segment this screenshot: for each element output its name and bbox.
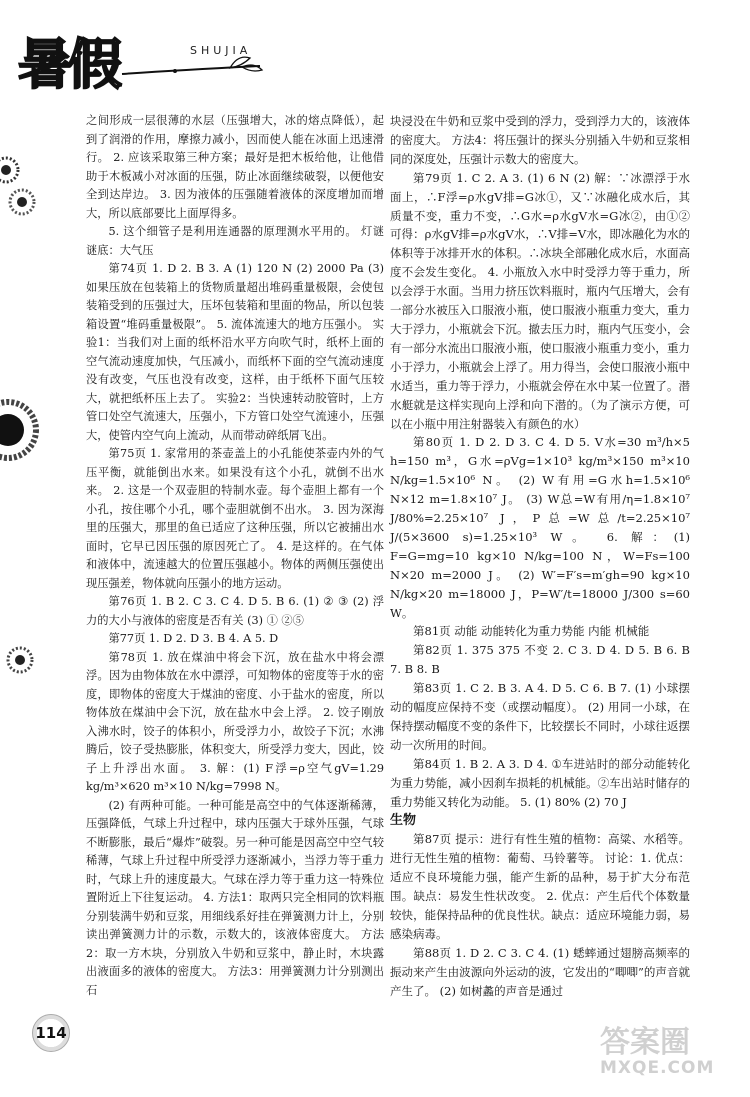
watermark-text: 答案圈 <box>600 1025 690 1060</box>
answer-paragraph: 第79页 1. C 2. A 3. (1) 6 N (2) 解：∵冰漂浮于水面上，∴F浮=ρ水gV排=G冰①，又∵冰融化成水后，其质量不变，重力不变，∴G水=ρ水gV水=G冰②，由①②可得：ρ水gV排=ρ水gV水，∴V排=V水，即冰融化为水的体积等于冰排开水的体积。∴冰块全部融化成水后，水面高度不会发生变化。 4. 小瓶放入水中时受浮力等于重力，所以会浮于水面。当用力挤压饮料瓶时，瓶内气压增大，会有一部分水被压入口服液小瓶，使口服液小瓶重力变大，重力大于浮力，小瓶就会下沉。撤去压力时，瓶内气压变小，会有一部分水流出口服液小瓶，使口服液小瓶重力变小，重力小于浮力，小瓶就会上浮了。用力得当，会使口服液小瓶中水适当，重力等于浮力，小瓶就会停在水中某一位置了。潜水艇就是这样实现向上浮和向下潜的。（为了演示方便，可以在小瓶中用注射器装入有颜色的水） <box>390 170 690 431</box>
right-column <box>390 112 690 1001</box>
answer-paragraph: 第82页 1. 375 375 不变 2. C 3. D 4. D 5. B 6. B 7. B 8. B <box>390 643 690 677</box>
answer-paragraph: 5. 这个细管子是利用连通器的原理测水平用的。 灯谜谜底：大气压 <box>86 225 384 257</box>
answer-paragraph: 第78页 1. 放在煤油中将会下沉，放在盐水中将会漂浮。因为由物体放在水中漂浮，可知物体的密度等于水的密度，即物体的密度大于煤油的密度、小于盐水的密度，所以物体放在煤油中会下沉，放在盐水中会上浮。 2. 饺子刚放入沸水时，饺子的体积小，所受浮力小，故饺子下沉；水沸腾后，饺子受热膨胀，体积变大，所受浮力变大，因此，饺子上升浮出水面。 3. 解：(1) F浮=ρ空气gV=1.29 kg/m³×620 m³×10 N/kg=7998 N。 <box>86 650 384 793</box>
watermark-url: MXQE.COM <box>600 1058 715 1078</box>
answer-paragraph: 之间形成一层很薄的水层（压强增大，冰的熔点降低），起到了润滑的作用，摩擦力减小，因而使人能在冰面上迅速滑行。 2. 应该采取第三种方案；最好是把木板给他，让他借助于木板减小对冰面的压强，防止冰面继续破裂，以便他安全到达岸边。 3. 因为液体的压强随着液体的深度增加而增大，所以底部要比上面厚得多。 <box>86 114 384 220</box>
ring-decoration-icon <box>0 385 40 475</box>
left-column <box>86 112 384 1000</box>
answer-paragraph: 第83页 1. C 2. B 3. A 4. D 5. C 6. B 7. (1) 小球摆动的幅度应保持不变（或摆动幅度）。 (2) 用同一小球，在保持摆动幅度不变的条件下，比较摆长不同时，小球往返摆动一次所用的时间。 <box>390 681 690 752</box>
answer-paragraph: 第84页 1. B 2. A 3. D 4. ①车进站时的部分动能转化为重力势能，减小因刹车损耗的机械能。②车出站时储存的重力势能又转化为动能。 5. (1) 80% (2) 70 J <box>390 756 690 809</box>
answer-paragraph: 第76页 1. B 2. C 3. C 4. D 5. B 6. (1) ② ③ (2) 浮力的大小与液体的密度是否有关 (3) ① ②⑤ <box>86 595 384 627</box>
answer-paragraph: 块浸没在牛奶和豆浆中受到的浮力，受到浮力大的，该液体的密度大。 方法4：将压强计的探头分别插入牛奶和豆浆相同的深度处，压强计示数大的密度大。 <box>390 114 690 166</box>
section-heading: 生物 <box>390 812 417 828</box>
page-number: 114 <box>32 1014 70 1052</box>
answer-paragraph: 第81页 动能 动能转化为重力势能 内能 机械能 <box>413 624 650 639</box>
answer-paragraph: 第74页 1. D 2. B 3. A (1) 120 N (2) 2000 Pa (3) 如果压放在包装箱上的货物质量超出堆码重量极限，会使包装箱受到的压强过大，压坏包装箱和里面的物品，所以包装箱设置“堆码重量极限”。 5. 流体流速大的地方压强小。 实验1：当我们对上面的纸杯沿水平方向吹气时，纸杯上面的空气流动速度加快，气压减小，而纸杯下面的空气流动速度没有改变，气压也没有改变，这样，由于纸杯下面气压较大，就把纸杯压上去了。 实验2：当快速转动胶管时，上方管口处空气流速大，压强小，下方管口处空气流速小，压强大，使管内空气向上流动，从而带动碎纸屑飞出。 <box>86 262 384 442</box>
watermark <box>600 1025 715 1078</box>
answer-paragraph: 第88页 1. D 2. C 3. C 4. (1) 蟋蟀通过翅膀高频率的振动来产生由波源向外运动的波，它发出的“唧唧”的声音就产生了。 (2) 如树蠡的声音是通过 <box>390 945 690 998</box>
header-logo: 暑假 <box>18 33 118 96</box>
answer-paragraph: 第75页 1. 家常用的茶壶盖上的小孔能使茶壶内外的气压平衡，就能倒出水来。如果没有这个小孔，就倒不出水来。 2. 这是一个双壶胆的特制水壶。每个壶胆上都有一个小孔，按住哪个小孔，哪个壶胆就倒不出水。 3. 因为深海里的压强大，那里的鱼已适应了这种压强，所以它被捕出水面时，它早已因压强的原因死亡了。 4. 是这样的。在气体和液体中，流速越大的位置压强越小。物体的两侧压强使出现压强差，物体就向压强小的地方运动。 <box>86 447 384 590</box>
dot-decoration-icon <box>0 182 40 222</box>
answer-paragraph: (2) 有两种可能。一种可能是高空中的气体逐渐稀薄，压强降低，气球上升过程中，球内压强大于球外压强，气球不断膨胀，最后“爆炸”破裂。另一种可能是因高空中空气较稀薄，气球上升过程中所受浮力逐渐减小，当浮力等于重力时，气球上升的速度最大。气球在浮力等于重力这一特殊位置附近上下往复运动。 4. 方法1：取两只完全相同的饮料瓶分别装满牛奶和豆浆，用细线系好挂在弹簧测力计上，分别读出弹簧测力计的示数，示数大的，该液体密度大。 方法2：取一方木块，分别放入牛奶和豆浆中，静止时，木块露出液面多的液体的密度大。 方法3：用弹簧测力计分别测出石 <box>86 798 384 997</box>
answer-paragraph: 第87页 提示：进行有性生殖的植物：高粱、水稻等。 进行无性生殖的植物：葡萄、马铃薯等。 讨论：1. 优点：适应不良环境能力强，能产生新的品种，易于扩大分布范围。缺点：易发生性状改变。 2. 优点：产生后代个体数量较快，能保持品种的优良性状。缺点：适应环境能力弱，易感染病毒。 <box>390 832 690 941</box>
dot-decoration-icon <box>0 640 40 680</box>
answer-paragraph: 第80页 1. D 2. D 3. C 4. D 5. V水=30 m³/h×5 h=150 m³，G水=ρVg=1×10³ kg/m³×150 m³×10 N/kg=1.5×10⁶ N。 (2) W有用=G水h=1.5×10⁶ N×12 m=1.8×10⁷ J。 (3) W总=W有用/η=1.8×10⁷ J/80%=2.25×10⁷ J，P总=W总/t=2.25×10⁷ J/(5×3600 s)=1.25×10³ W。 6. 解：(1) F=G=mg=10 kg×10 N/kg=100 N，W=Fs=100 N×20 m=2000 J。 (2) W′=F′s=m′gh=90 kg×10 N/kg×20 m=18000 J，P=W′/t=18000 J/300 s=60 W。 <box>390 435 690 620</box>
answer-paragraph: 第77页 1. D 2. D 3. B 4. A 5. D <box>108 632 279 645</box>
header-subtitle: SHUJIA <box>190 44 252 57</box>
